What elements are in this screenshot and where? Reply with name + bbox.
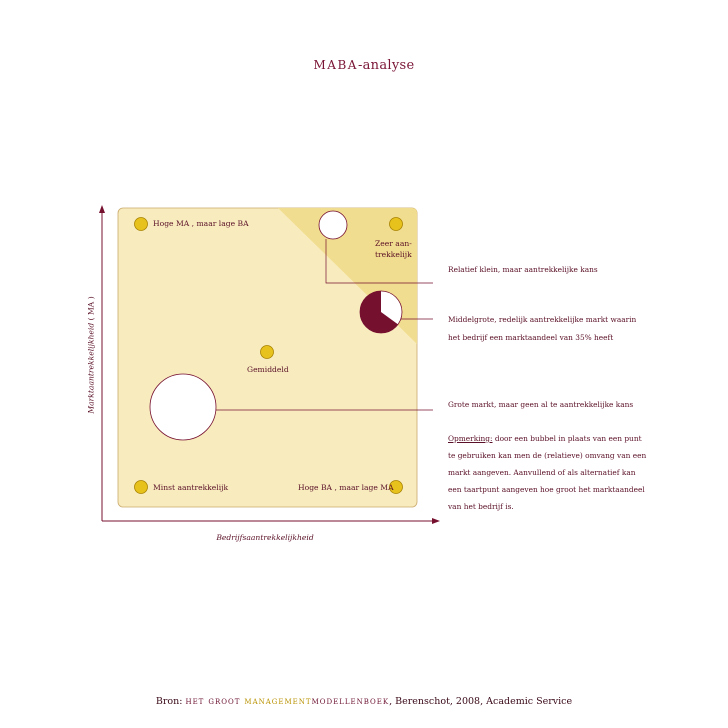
remark-heading: Opmerking: [448, 434, 493, 443]
label-top-right-2: trekkelijk [375, 250, 412, 259]
source-rest: , Berenschot, 2008, Academic Service [389, 696, 573, 707]
remark-line2: te gebruiken kan men de (relatieve) omvang van een [448, 451, 647, 460]
source-book-part3: modellenboek [311, 696, 390, 707]
remark-line1: door een bubbel in plaats van een punt [492, 434, 642, 443]
dot-center [261, 346, 274, 359]
note-small-bubble: Relatief klein, maar aantrekkelijke kans [448, 265, 598, 274]
source-prefix: Bron: [155, 696, 186, 707]
dot-top-right [390, 218, 403, 231]
source-book-part1: het groot [185, 696, 245, 707]
y-axis-arrow [99, 205, 105, 213]
note-pie-line2: het bedrijf een marktaandeel van 35% heeft [448, 333, 614, 342]
label-center: Gemiddeld [247, 365, 289, 374]
remark-line3: markt aangeven. Aanvullend of als alternatief kan [448, 468, 636, 477]
note-pie-line1: Middelgrote, redelijk aantrekkelijke markt waarin [448, 315, 637, 324]
y-axis-annotation: ( MA ) [86, 296, 96, 321]
remark-block [448, 430, 678, 515]
source-book-part2: management [244, 696, 312, 707]
x-axis-arrow [432, 518, 440, 524]
label-bottom-left: Minst aantrekkelijk [153, 483, 229, 492]
dot-top-left [135, 218, 148, 231]
title-suffix: -analyse [357, 58, 415, 73]
y-axis-label [87, 296, 96, 413]
y-axis-title: Marktaantrekkelijkheid [86, 322, 96, 414]
bubble-large [150, 374, 216, 440]
source-line [0, 696, 728, 707]
x-axis-label: Bedrijfsaantrekkelijkheid [216, 533, 314, 542]
label-top-right-1: Zeer aan- [375, 239, 412, 248]
bubble-small [319, 211, 347, 239]
title-prefix: MABA [313, 58, 358, 72]
remark-line4: een taartpunt aangeven hoe groot het marktaandeel [448, 485, 645, 494]
bubble-pie [360, 291, 402, 333]
label-bottom-right: Hoge BA , maar lage MA [298, 483, 394, 492]
label-top-left: Hoge MA , maar lage BA [153, 219, 249, 228]
dot-bottom-left [135, 481, 148, 494]
note-large-bubble: Grote markt, maar geen al te aantrekkelijke kans [448, 400, 634, 409]
remark-line5: van het bedrijf is. [448, 502, 514, 511]
